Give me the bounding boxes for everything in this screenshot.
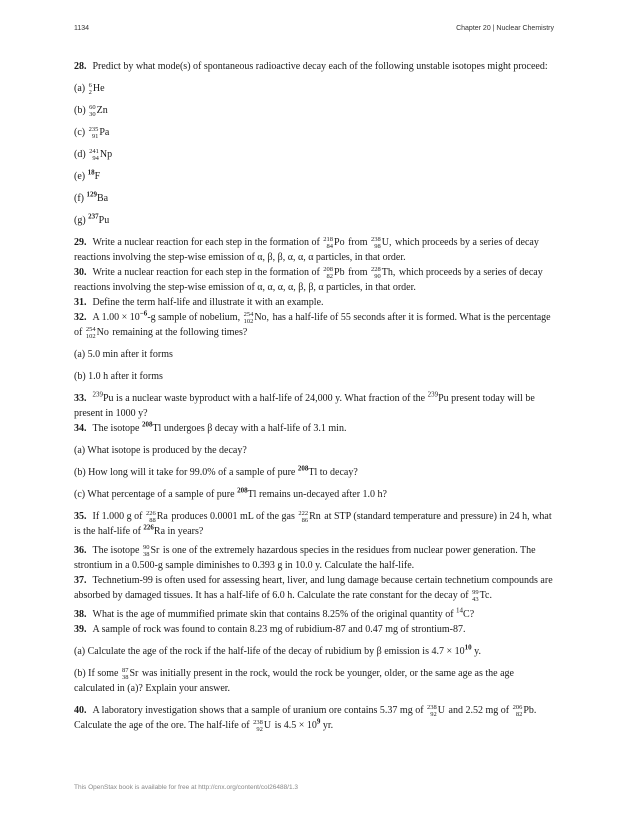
page-number: 1134 [74, 25, 90, 32]
question-number: 28. [74, 61, 87, 72]
nuclide-tc: 99 43 Tc. [472, 588, 492, 603]
nuclide-u: 238 92 U [427, 703, 446, 718]
q28-part-d: (d) 241 94 Np [74, 147, 113, 162]
nuclide-u: 238 92 U [253, 718, 272, 733]
nuclide-sr: 90 38 Sr [142, 543, 160, 558]
nuclide-pb: 208 82 Pb [323, 265, 345, 280]
question-31: 31. Define the term half-life and illustrate it with an example. [74, 297, 324, 308]
question-number: 31. [74, 297, 87, 308]
q28-part-f: (f) $^{129}$Ba [74, 190, 109, 204]
nuclide-po: 218 84 Po [323, 235, 345, 250]
question-number: 36. [74, 545, 87, 556]
question-36: 36. The isotope 90 38 Sr is one of the extremely hazardous species in the residues from nuclear power generation. The strontium in a 0.500-g sample diminishes to 0.393 g in 10.0 y. Calculate the half-life. [74, 543, 536, 571]
nuclide-zn: 60 30 Zn [89, 103, 108, 118]
nuclide-no: 254 102 No [85, 325, 109, 340]
question-number: 30. [74, 267, 87, 278]
q39-part-b: (b) If some 87 38 Sr was initially present in the rock, would the rock be younger, older, or the same age as the age calculated in (a)? Explain your answer. [74, 666, 514, 694]
q32-part-b: (b) 1.0 h after it forms [74, 371, 163, 382]
chapter-title: Chapter 20 | Nuclear Chemistry [456, 25, 554, 32]
nuclide-np: 241 94 Np [89, 147, 113, 162]
question-28: 28. Predict by what mode(s) of spontaneous radioactive decay each of the following unstable isotopes might proceed: [74, 61, 548, 72]
question-35: 35. If 1.000 g of 226 88 Ra produces 0.0001 mL of the gas 222 86 Rn at STP (standard temperature and pressure) in 24 h, what is the half-life of $^{226}$Ra in years? [74, 509, 552, 537]
question-38: 38. What is the age of mummified primate skin that contains 8.25% of the original quantity of $^{14}$C? [74, 606, 475, 620]
exercise-list [74, 59, 556, 733]
question-29: 29. Write a nuclear reaction for each step in the formation of 218 84 Po from 238 98 U, which proceeds by a series of decay reactions involving the step-wise emission of α, β, β, α, α, α particles, in that order. [74, 235, 539, 263]
q28-part-b: (b) 60 30 Zn [74, 103, 108, 118]
nuclide-he: 6 2 He [88, 81, 105, 96]
q28-part-g: (g) $^{237}$Pu [74, 212, 110, 226]
footer-notice: This OpenStax book is available for free at http://cnx.org/content/col26488/1.3 [74, 784, 299, 791]
question-number: 39. [74, 624, 87, 635]
q39-part-a: (a) Calculate the age of the rock if the half-life of the decay of rubidium by β emission is $4.7 \times 10^{10}$ y. [74, 643, 481, 657]
question-33: 33. $^{239}$Pu is a nuclear waste byproduct with a half-life of 24,000 y. What fraction of the $^{239}$Pu present today will be present in 1000 y? [74, 390, 535, 419]
question-number: 29. [74, 237, 87, 248]
nuclide-u: 238 98 U, [371, 235, 392, 250]
nuclide-th: 228 90 Th, [371, 265, 396, 280]
nuclide-ra: 226 88 Ra [146, 509, 168, 524]
nuclide-no: 254 102 No, [243, 310, 270, 325]
question-number: 38. [74, 609, 87, 620]
question-number: 32. [74, 312, 87, 323]
nuclide-pb: 206 82 Pb. [512, 703, 537, 718]
q34-part-a: (a) What isotope is produced by the decay? [74, 445, 247, 456]
question-39: 39. A sample of rock was found to contain 8.23 mg of rubidium-87 and 0.47 mg of strontium-87. [74, 624, 466, 635]
q28-part-a: (a) 6 2 He [74, 81, 105, 96]
question-34: 34. The isotope $^{208}$Tl undergoes β decay with a half-life of 3.1 min. [74, 420, 347, 434]
question-number: 34. [74, 423, 87, 434]
question-number: 40. [74, 705, 87, 716]
nuclide-pa: 235 91 Pa [88, 125, 110, 140]
q28-part-e: (e) $^{18}$F [74, 168, 101, 182]
question-number: 37. [74, 575, 87, 586]
q32-part-a: (a) 5.0 min after it forms [74, 349, 173, 360]
question-32: 32. A $1.00 \times 10^{-6}-g$ sample of nobelium, 254 102 No, has a half-life of 55 seconds after it is formed. What is the percentage of 254 102 No remaining at the following times? [74, 309, 551, 340]
q34-part-b: (b) How long will it take for 99.0% of a sample of pure $^{208}$Tl to decay? [74, 464, 358, 478]
question-40: 40. A laboratory investigation shows that a sample of uranium ore contains 5.37 mg of 238 92 U and 2.52 mg of 206 82 Pb. Calculate the age of the ore. The half-life of 238 92 U is $4.5 \times 10^9$ yr. [74, 703, 537, 733]
q34-part-c: (c) What percentage of a sample of pure $^{208}$Tl remains un-decayed after 1.0 h? [74, 486, 387, 500]
nuclide-rn: 222 86 Rn [298, 509, 321, 524]
question-37: 37. Technetium-99 is often used for assessing heart, liver, and lung damage because certain technetium compounds are absorbed by damaged tissues. It has a half-life of 6.0 h. Calculate the rate constant for the decay of 99 43 Tc. [74, 575, 553, 603]
question-30: 30. Write a nuclear reaction for each step in the formation of 208 82 Pb from 228 90 Th, which proceeds by a series of decay reactions involving the step-wise emission of α, α, α, α, β, β, α particles, in that order. [74, 265, 543, 293]
nuclide-sr: 87 38 Sr [121, 666, 139, 681]
question-number: 35. [74, 511, 87, 522]
q28-part-c: (c) 235 91 Pa [74, 125, 110, 140]
question-number: 33. [74, 393, 87, 404]
